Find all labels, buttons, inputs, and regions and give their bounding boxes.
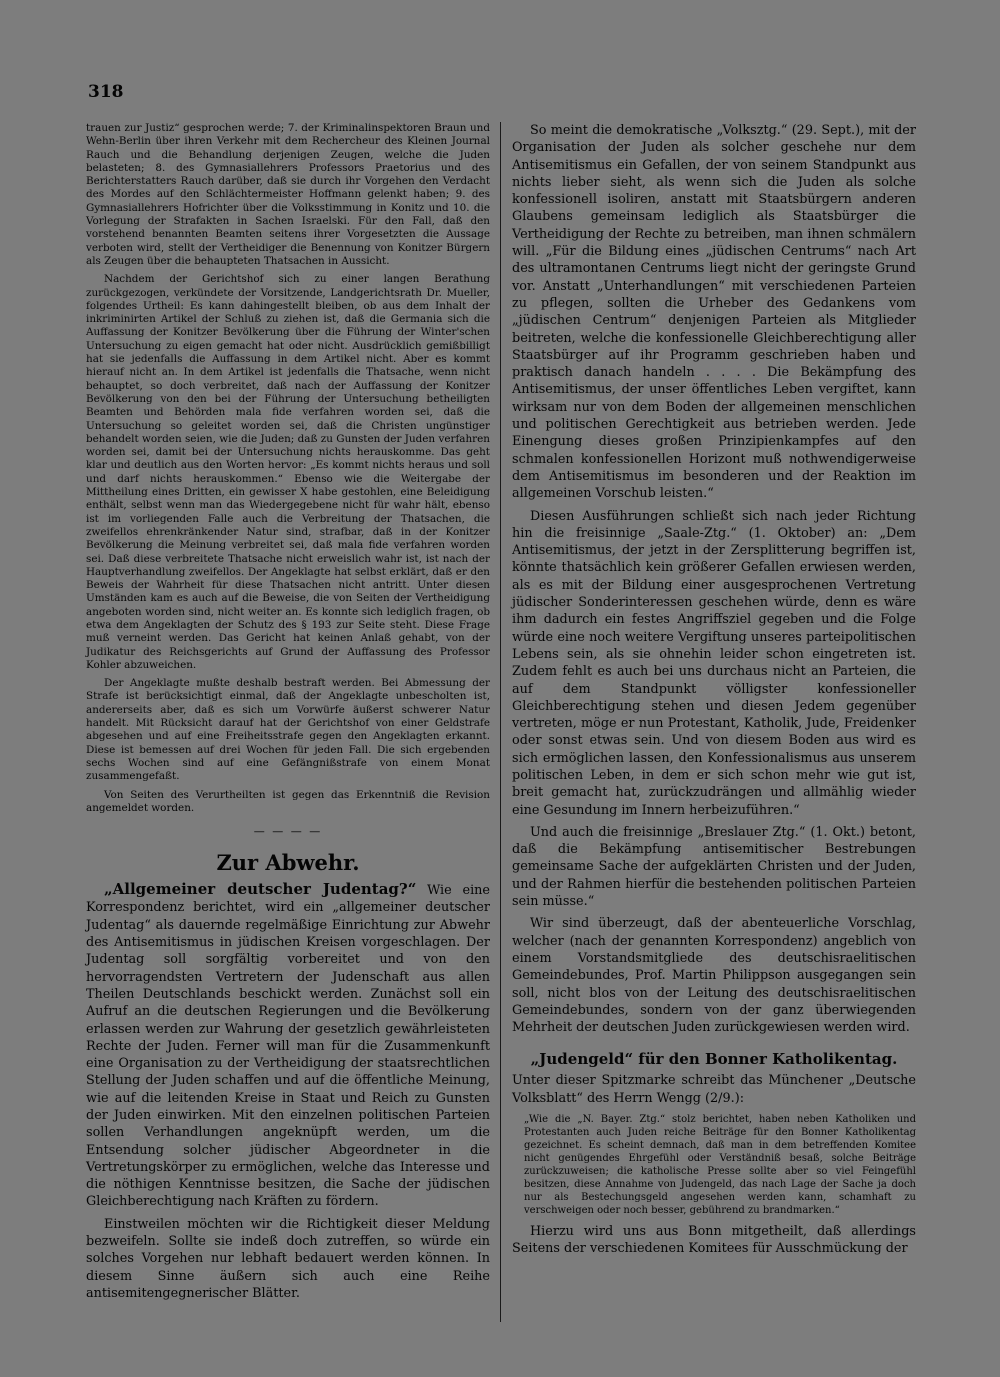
column-rule: [500, 122, 501, 1322]
paragraph: Der Angeklagte mußte deshalb bestraft werden. Bei Abmessung der Strafe ist berücksichtigt einmal, daß der Angeklagte unbescholten ist, andererseits aber, daß es sich um Vorwürfe äußerst schwerer Natur handelt. Mit Rücksicht darauf hat der Gerichtshof von einer Geldstrafe abgesehen und auf eine Freiheitsstrafe gegen den Angeklagten erkannt. Diese ist bemessen auf drei Wochen für jeden Fall. Die sich ergebenden sechs Wochen sind auf eine Gefängnißstrafe von einem Monat zusammengefaßt.: [86, 677, 490, 783]
paragraph: Diesen Ausführungen schließt sich nach jeder Richtung hin die freisinnige „Saale-Ztg.“ (1. Oktober) an: „Dem Antisemitismus, der jetzt in der Zersplitterung begriffen ist, könnte thatsächlich kein größerer Gefallen erwiesen werden, als es mit der Bildung einer ausgesprochenen Vertretung jüdischer Sonderinteressen geschehen würde, denn es wäre ihm dadurch ein festes Angriffsziel gegeben und die Folge würde eine noch weitere Vergiftung unseres parteipolitischen Lebens sein, als sie ohnehin leider schon eingetreten ist. Zudem fehlt es auch bei uns durchaus nicht an Parteien, die auf dem Standpunkt völligster konfessioneller Gleichberechtigung stehen und diesen Jedem gegenüber vertreten, möge er nun Protestant, Katholik, Jude, Freidenker oder sonst etwas sein. Und von diesem Boden aus wird es sich ermöglichen lassen, den Konfessionalismus aus unserem politischen Leben, in dem er sich schon mehr wie gut ist, breit gemacht hat, zurückzudrängen und allmählig wieder eine Gesundung im Innern herbeizuführen.“: [512, 508, 916, 818]
right-column: [512, 122, 916, 1263]
article-title: „Allgemeiner deutscher Judentag?“: [104, 880, 417, 899]
paragraph: So meint die demokratische „Volksztg.“ (29. Sept.), mit der Organisation der Juden als solcher geschehe nur dem Antisemitismus ein Gefallen, der von seinem Standpunkt aus nichts lieber sieht, als wenn sich die Juden als solche konfessionell isoliren, anstatt mit Staatsbürgern anderen Glaubens gemeinsam lediglich als Staatsbürger die Vertheidigung der Rechte zu betreiben, man ihnen schmälern will. „Für die Bildung eines „jüdischen Centrums“ nach Art des ultramontanen Centrums liegt nicht der geringste Grund vor. Anstatt „Unterhandlungen“ mit verschiedenen Parteien zu pflegen, sollten die Urheber des Gedankens vom „jüdischen Centrum“ denjenigen Parteien als Mitglieder beitreten, welche die konfessionelle Gleichberechtigung aller Staatsbürger auf ihr Programm geschrieben haben und praktisch danach handeln . . . . Die Bekämpfung des Antisemitismus, der unser öffentliches Leben vergiftet, kann wirksam nur von dem Boden der allgemeinen menschlichen und politischen Gerechtigkeit aus betrieben werden. Jede Einengung dieses großen Prinzipienkampfes auf den schmalen konfessionellen Horizont muß nothwendigerweise dem Antisemitismus im besonderen und der Reaktion im allgemeinen Vorschub leisten.“: [512, 123, 916, 502]
paragraph: Von Seiten des Verurtheilten ist gegen das Erkenntniß die Revision angemeldet worden.: [86, 788, 490, 814]
left-column: [86, 122, 490, 1307]
block-quote: „Wie die „N. Bayer. Ztg.“ stolz berichtet, haben neben Katholiken und Protestanten auch Juden reiche Beiträge für den Bonner Katholikentag gezeichnet. Es scheint demnach, daß man in dem betreffenden Komitee nicht genügendes Ehrgefühl oder Verständniß besaß, solche Beiträge zurückzuweisen; die katholische Presse sollte aber so viel Feingefühl besitzen, diese Annahme von Judengeld, das nach Lage der Sache ja doch nur als Bestechungsgeld angesehen werden kann, schamhaft zu verschweigen oder noch besser, gebührend zu brandmarken.“: [524, 1114, 916, 1217]
paragraph: Unter dieser Spitzmarke schreibt das Münchener „Deutsche Volksblatt“ des Herrn Wengg (2/9.):: [512, 1073, 916, 1106]
paragraph: Einstweilen möchten wir die Richtigkeit dieser Meldung bezweifeln. Sollte sie indeß doch zutreffen, so würde ein solches Vorgehen nur lebhaft bedauert werden können. In diesem Sinne äußern sich auch eine Reihe antisemitengegnerischer Blätter.: [86, 1216, 490, 1301]
section-heading: Zur Abwehr.: [216, 850, 360, 876]
page-number: 318: [88, 82, 124, 102]
paragraph: Und auch die freisinnige „Breslauer Ztg.“ (1. Okt.) betont, daß die Bekämpfung antisemitischer Bestrebungen gemeinsame Sache der aufgeklärten Christen und der Juden, und der Rahmen hierfür die bestehenden politischen Parteien sein müsse.“: [512, 824, 916, 910]
paragraph: Nachdem der Gerichtshof sich zu einer langen Berathung zurückgezogen, verkündete der Vorsitzende, Landgerichtsrath Dr. Mueller, folgendes Urtheil: Es kann dahingestellt bleiben, ob aus dem Inhalt der inkriminirten Artikel der Schluß zu ziehen ist, daß die Germania sich die Auffassung der Konitzer Bevölkerung über die Führung der Winter'schen Untersuchung zu eigen gemacht hat oder nicht. Ausdrücklich gemißbilligt hat sie jedenfalls die Auffassung in dem Artikel nicht. Aber es kommt hierauf nicht an. In dem Artikel ist jedenfalls die Thatsache, wenn nicht behauptet, so doch verbreitet, daß nach der Auffassung der Konitzer Bevölkerung von den bei der Führung der Untersuchung betheiligten Beamten und Behörden mala fide verfahren worden sei, daß die Untersuchung so geleitet worden sei, daß die Christen ungünstiger behandelt worden seien, wie die Juden; daß zu Gunsten der Juden verfahren worden sei, damit bei der Untersuchung nichts herauskomme. Das geht klar und deutlich aus den Worten hervor: „Es kommt nichts heraus und soll und darf nichts herauskommen.“ Ebenso wie die Weitergabe der Mittheilung eines Dritten, ein gewisser X habe gestohlen, eine Beleidigung enthält, selbst wenn man das Wiedergegebene nicht für wahr hält, ebenso ist im vorliegenden Falle auch die Verbreitung der Thatsachen, die zweifellos ehrenkränkender Natur sind, strafbar, daß in der Konitzer Bevölkerung die Meinung verbreitet sei, daß mala fide verfahren worden sei. Daß diese verbreitete Thatsache nicht erweislich wahr ist, ist nach der Hauptverhandlung zweifellos. Der Angeklagte hat selbst erklärt, daß er den Beweis der Wahrheit für diese Thatsachen nicht antritt. Unter diesen Umständen kam es auch auf die Beweise, die von Seiten der Vertheidigung angeboten worden sind, nicht weiter an. Es konnte sich lediglich fragen, ob etwa dem Angeklagten der Schutz des § 193 zur Seite steht. Diese Frage muß verneint werden. Das Gericht hat keinen Anlaß gehabt, von der Judikatur des Reichsgerichts auf Grund der Auffassung des Professor Kohler abzuweichen.: [86, 273, 490, 671]
paragraph: trauen zur Justiz“ gesprochen werde; 7. der Kriminalinspektoren Braun und Wehn-Berlin über ihren Verkehr mit dem Rechercheur des Kleinen Journal Rauch und die Behandlung derjenigen Zeugen, welche die Juden belasteten; 8. des Gymnasiallehrers Professors Praetorius und des Berichterstatters Rauch darüber, daß sie durch ihr Vorgehen den Verdacht des Mordes auf den Schlächtermeister Hoffmann gelenkt haben; 9. des Gymnasiallehrers Hofrichter über die Volksstimmung in Konitz und 10. die Vorlegung der Strafakten in Sachen Israelski. Für den Fall, daß den vorstehend benannten Beamten seitens ihrer Vorgesetzten die Aussage verboten wird, stellt der Vertheidiger die Benennung von Konitzer Bürgern als Zeugen über die behaupteten Thatsachen in Aussicht.: [86, 122, 490, 267]
paragraph: Hierzu wird uns aus Bonn mitgetheilt, daß allerdings Seitens der verschiedenen Komitees für Ausschmückung der: [512, 1224, 916, 1257]
article-text: Wie eine Korrespondenz berichtet, wird ein „allgemeiner deutscher Judentag“ als dauernde regelmäßige Einrichtung zur Abwehr des Antisemitismus in jüdischen Kreisen vorgeschlagen. Der Judentag soll sorgfältig vorbereitet und von den hervorragendsten Vertretern der Judenschaft aus allen Theilen Deutschlands beschickt werden. Zunächst soll ein Aufruf an die deutschen Regierungen und die Bevölkerung erlassen werden zur Wahrung der gesetzlich gewährleisteten Rechte der Juden. Ferner will man für die Zusammenkunft eine Organisation zu der Vertheidigung der staatsrechtlichen Stellung der Juden schaffen und auf die öffentliche Meinung, wie auf die leitenden Kreise in Staat und Reich zu Gunsten der Juden einwirken. Mit den einzelnen politischen Parteien sollen Verhandlungen angeknüpft werden, um die Entsendung solcher jüdischer Abgeordneter in die Vertretungskörper zu ermöglichen, welche das Interesse und die nöthigen Kenntnisse besitzen, die Sache der jüdischen Gleichberechtigung nach Kräften zu fördern.: [86, 883, 490, 1210]
article-paragraph: [86, 881, 490, 1211]
paragraph: Wir sind überzeugt, daß der abenteuerliche Vorschlag, welcher (nach der genannten Korrespondenz) angeblich von einem Vorstandsmitgliede des deutschisraelitischen Gemeindebundes, Prof. Martin Philippson ausgegangen sein soll, nicht blos von der Leitung des deutschisraelitischen Gemeindebundes, sondern von der ganz überwiegenden Mehrheit der deutschen Juden zurückgewiesen werden wird.: [512, 916, 916, 1036]
divider: — — — —: [253, 825, 323, 839]
article-title: „Judengeld“ für den Bonner Katholikentag.: [530, 1050, 898, 1069]
